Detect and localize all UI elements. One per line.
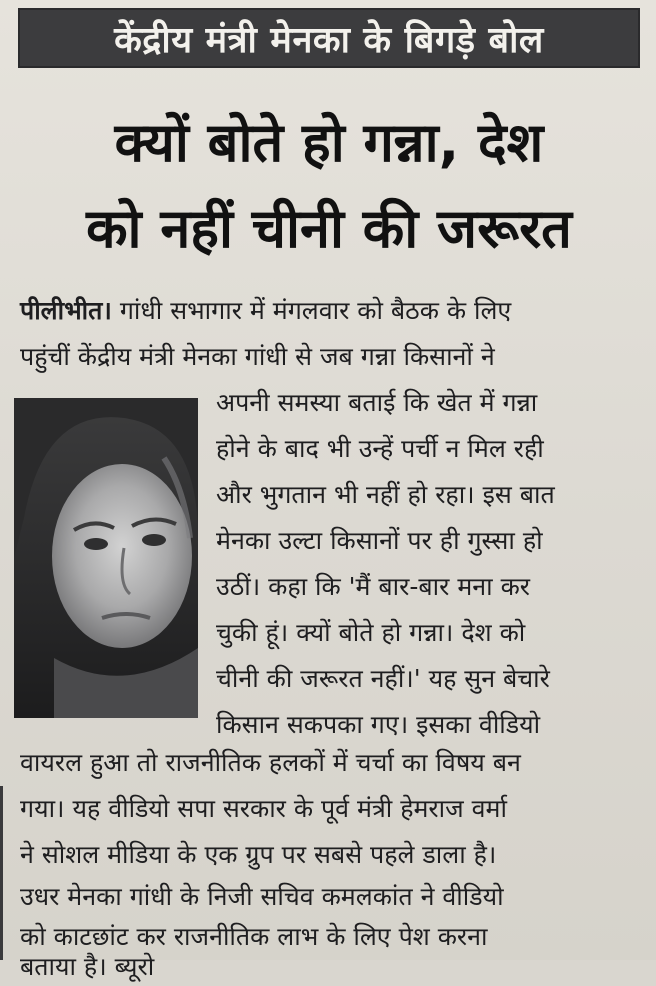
portrait-image [14, 398, 198, 718]
body-line-6: मेनका उल्टा किसानों पर ही गुस्सा हो [216, 526, 543, 555]
body-line-3: अपनी समस्या बताई कि खेत में गन्ना [216, 388, 538, 417]
body-text: गांधी सभागार में मंगलवार को बैठक के लिए [119, 296, 512, 325]
body-line-1 [20, 292, 630, 330]
portrait-photo [14, 398, 198, 718]
column-rule [0, 786, 3, 960]
kicker-text: केंद्रीय मंत्री मेनका के बिगड़े बोल [114, 19, 544, 61]
headline-line-1: क्यों बोते हो गन्ना, देश [114, 111, 544, 174]
kicker-banner [18, 8, 640, 68]
body-line-16: बताया है। ब्यूरो [20, 952, 155, 981]
body-line-5: और भुगतान भी नहीं हो रहा। इस बात [216, 480, 555, 509]
body-line-11: वायरल हुआ तो राजनीतिक हलकों में चर्चा का विषय बन [20, 748, 521, 777]
body-line-10: किसान सकपका गए। इसका वीडियो [216, 710, 541, 739]
body-line-4: होने के बाद भी उन्हें पर्ची न मिल रही [216, 434, 544, 463]
body-line-15: को काटछांट कर राजनीतिक लाभ के लिए पेश करना [20, 922, 488, 951]
dateline: पीलीभीत। [20, 296, 112, 325]
body-line-13: ने सोशल मीडिया के एक ग्रुप पर सबसे पहले डाला है। [20, 840, 497, 869]
body-line-7: उठीं। कहा कि 'मैं बार-बार मना कर [216, 572, 531, 601]
headline [18, 100, 640, 272]
body-line-2: पहुंचीं केंद्रीय मंत्री मेनका गांधी से जब गन्ना किसानों ने [20, 342, 495, 371]
body-line-8: चुकी हूं। क्यों बोते हो गन्ना। देश को [216, 618, 526, 647]
body-line-12: गया। यह वीडियो सपा सरकार के पूर्व मंत्री हेमराज वर्मा [20, 794, 507, 823]
body-line-14: उधर मेनका गांधी के निजी सचिव कमलकांत ने वीडियो [20, 882, 504, 911]
body-line-9: चीनी की जरूरत नहीं।' यह सुन बेचारे [216, 664, 550, 693]
headline-line-2: को नहीं चीनी की जरूरत [86, 197, 572, 260]
